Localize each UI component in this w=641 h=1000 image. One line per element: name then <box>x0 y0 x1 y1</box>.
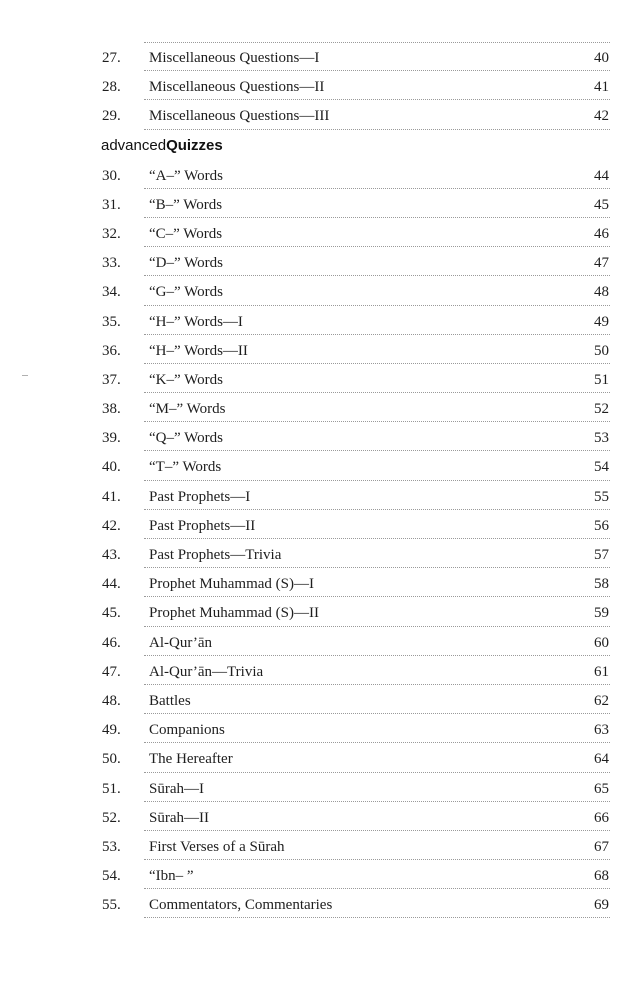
toc-entry-page: 46 <box>594 225 609 242</box>
toc-entry-number: 40. <box>102 459 121 476</box>
toc-entry-title: Companions <box>149 722 225 739</box>
toc-entry <box>0 160 641 189</box>
toc-entry-title: “Ibn– ” <box>149 868 194 885</box>
toc-entry <box>0 597 641 626</box>
toc-entry-title: “G–” Words <box>149 284 223 301</box>
toc-entry-page: 58 <box>594 576 609 593</box>
toc-entry <box>0 42 641 71</box>
toc-entry-number: 45. <box>102 605 121 622</box>
toc-entry <box>0 889 641 918</box>
toc-entry <box>0 743 641 772</box>
toc-entry-page: 41 <box>594 79 609 96</box>
toc-group-after <box>0 160 641 919</box>
toc-entry-page: 57 <box>594 547 609 563</box>
toc-entry-page: 54 <box>594 459 609 476</box>
toc-entry <box>0 306 641 335</box>
toc-entry <box>0 422 641 451</box>
toc-entry-page: 63 <box>594 722 609 739</box>
toc-entry-number: 35. <box>102 313 121 330</box>
toc-entry-page: 55 <box>594 488 609 505</box>
toc-entry-title: The Hereafter <box>149 751 233 768</box>
toc-entry <box>0 714 641 743</box>
toc-entry-title: “C–” Words <box>149 225 223 242</box>
dotted-leader <box>144 917 610 918</box>
toc-entry-number: 53. <box>102 838 121 855</box>
toc-entry <box>0 71 641 100</box>
toc-entry <box>0 860 641 889</box>
toc-list <box>0 42 641 918</box>
toc-entry <box>0 568 641 597</box>
toc-entry <box>0 218 641 247</box>
toc-entry-page: 49 <box>594 313 609 330</box>
toc-entry-number: 48. <box>102 692 121 709</box>
toc-entry <box>0 510 641 539</box>
toc-entry-number: 46. <box>102 634 121 651</box>
toc-entry-number: 49. <box>102 722 121 739</box>
toc-entry-title: Al-Qur’ān <box>149 634 213 651</box>
toc-entry-title: Commentators, Commentaries <box>149 897 333 914</box>
toc-entry-title: “Q–” Words <box>149 430 223 447</box>
toc-entry-number: 36. <box>102 342 121 359</box>
toc-entry-page: 67 <box>594 838 609 855</box>
toc-entry-page: 45 <box>594 196 609 213</box>
toc-entry-title: “K–” Words <box>149 371 223 388</box>
toc-entry-title: Battles <box>149 692 191 709</box>
toc-entry-number: 44. <box>102 576 121 593</box>
toc-entry-page: 69 <box>594 897 609 914</box>
toc-entry-number: 32. <box>102 225 121 242</box>
toc-entry-title: Past Prophets—Trivia <box>149 547 282 563</box>
toc-entry-page: 40 <box>594 50 609 66</box>
toc-entry-title: Past Prophets—II <box>149 517 256 534</box>
toc-entry-title: “H–” Words—I <box>149 313 243 330</box>
toc-entry-page: 53 <box>594 430 609 447</box>
toc-entry-page: 48 <box>594 284 609 301</box>
section-heading-emphasis: Quizzes <box>166 136 223 154</box>
toc-entry-title: “D–” Words <box>149 255 223 272</box>
section-heading <box>0 130 641 160</box>
toc-entry <box>0 685 641 714</box>
toc-entry-title: Prophet Muhammad (S)—II <box>149 605 319 622</box>
toc-entry-title: Miscellaneous Questions—I <box>149 50 320 66</box>
toc-entry-number: 28. <box>102 79 121 96</box>
toc-entry-number: 39. <box>102 430 121 447</box>
toc-entry-title: First Verses of a Sūrah <box>149 838 285 855</box>
toc-entry-title: “H–” Words—II <box>149 342 248 359</box>
toc-entry <box>0 656 641 685</box>
toc-entry <box>0 276 641 305</box>
toc-entry <box>0 773 641 802</box>
toc-entry-page: 60 <box>594 634 609 651</box>
toc-entry-number: 27. <box>102 50 121 66</box>
toc-entry <box>0 627 641 656</box>
toc-entry <box>0 189 641 218</box>
toc-entry-title: “M–” Words <box>149 401 226 418</box>
toc-entry-title: Prophet Muhammad (S)—I <box>149 576 314 593</box>
toc-entry <box>0 247 641 276</box>
toc-entry-title: Sūrah—I <box>149 780 204 797</box>
toc-entry <box>0 831 641 860</box>
toc-entry <box>0 451 641 480</box>
toc-entry-number: 29. <box>102 108 121 125</box>
section-heading-text <box>101 137 223 155</box>
toc-entry-page: 68 <box>594 868 609 885</box>
toc-entry-page: 59 <box>594 605 609 622</box>
toc-entry-number: 52. <box>102 809 121 826</box>
toc-entry-title: Past Prophets—I <box>149 488 251 505</box>
toc-entry-number: 50. <box>102 751 121 768</box>
toc-entry-title: Miscellaneous Questions—III <box>149 108 330 125</box>
toc-entry-number: 37. <box>102 371 121 388</box>
toc-entry-page: 44 <box>594 167 609 184</box>
toc-entry-number: 31. <box>102 196 121 213</box>
toc-entry <box>0 393 641 422</box>
toc-entry-page: 50 <box>594 342 609 359</box>
toc-entry-page: 42 <box>594 108 609 125</box>
toc-entry-number: 43. <box>102 547 121 563</box>
toc-entry-page: 47 <box>594 255 609 272</box>
toc-entry-number: 51. <box>102 780 121 797</box>
toc-entry <box>0 100 641 129</box>
toc-entry-title: Sūrah—II <box>149 809 209 826</box>
toc-entry-page: 52 <box>594 401 609 418</box>
toc-entry-number: 38. <box>102 401 121 418</box>
toc-entry-page: 62 <box>594 692 609 709</box>
toc-entry-title: “B–” Words <box>149 196 223 213</box>
toc-entry-page: 66 <box>594 809 609 826</box>
toc-entry-title: “A–” Words <box>149 167 223 184</box>
toc-entry-number: 30. <box>102 167 121 184</box>
toc-entry-page: 61 <box>594 663 609 680</box>
toc-entry <box>0 481 641 510</box>
toc-entry-page: 65 <box>594 780 609 797</box>
section-heading-prefix: advanced <box>101 136 167 154</box>
toc-entry <box>0 335 641 364</box>
toc-entry <box>0 539 641 568</box>
toc-entry-title: Al-Qur’ān—Trivia <box>149 663 264 680</box>
toc-entry <box>0 364 641 393</box>
toc-entry <box>0 802 641 831</box>
toc-entry-number: 47. <box>102 663 121 680</box>
toc-entry-page: 56 <box>594 517 609 534</box>
toc-entry-title: Miscellaneous Questions—II <box>149 79 325 96</box>
toc-entry-number: 55. <box>102 897 121 914</box>
toc-entry-number: 33. <box>102 255 121 272</box>
toc-entry-number: 34. <box>102 284 121 301</box>
toc-entry-number: 42. <box>102 517 121 534</box>
toc-entry-number: 54. <box>102 868 121 885</box>
toc-entry-page: 64 <box>594 751 609 768</box>
toc-entry-page: 51 <box>594 371 609 388</box>
toc-entry-number: 41. <box>102 488 121 505</box>
toc-group-before <box>0 42 641 130</box>
toc-entry-title: “T–” Words <box>149 459 222 476</box>
